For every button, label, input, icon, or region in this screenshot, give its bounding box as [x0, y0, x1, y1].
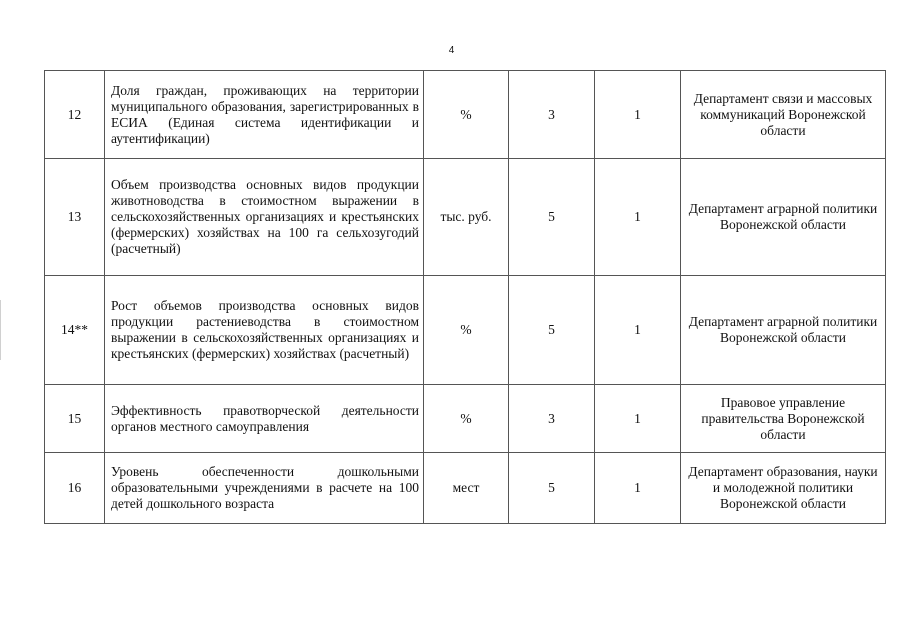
- row-number: 16: [45, 453, 105, 524]
- indicator-name: Доля граждан, проживающих на территории муниципального образования, зарегистрированных в ЕСИА (Единая система идентификации и аутентификации): [105, 71, 424, 159]
- unit: мест: [424, 453, 509, 524]
- value-a: 3: [509, 71, 595, 159]
- value-a: 5: [509, 159, 595, 276]
- scan-edge-mark: [0, 300, 1, 360]
- indicator-name: Эффективность правотворческой деятельности органов местного самоуправления: [105, 385, 424, 453]
- table-row: [45, 453, 886, 524]
- value-a: 5: [509, 276, 595, 385]
- row-number: 12: [45, 71, 105, 159]
- table-row: [45, 159, 886, 276]
- table-row: [45, 71, 886, 159]
- unit: %: [424, 71, 509, 159]
- unit: %: [424, 276, 509, 385]
- responsible-department: Департамент связи и массовых коммуникаций Воронежской области: [681, 71, 886, 159]
- row-number: 13: [45, 159, 105, 276]
- responsible-department: Правовое управление правительства Воронежской области: [681, 385, 886, 453]
- value-b: 1: [595, 159, 681, 276]
- row-number: 15: [45, 385, 105, 453]
- indicator-name: Объем производства основных видов продукции животноводства в стоимостном выражении в сельскохозяйственных организациях и крестьянских (фермерских) хозяйствах на 100 га сельхозугодий (расчетный): [105, 159, 424, 276]
- responsible-department: Департамент аграрной политики Воронежской области: [681, 276, 886, 385]
- value-b: 1: [595, 385, 681, 453]
- value-a: 3: [509, 385, 595, 453]
- indicator-name: Рост объемов производства основных видов продукции растениеводства в стоимостном выражении в сельскохозяйственных организациях и крестьянских (фермерских) хозяйствах (расчетный): [105, 276, 424, 385]
- row-number: 14**: [45, 276, 105, 385]
- unit: тыс. руб.: [424, 159, 509, 276]
- page-number: 4: [448, 45, 455, 56]
- unit: %: [424, 385, 509, 453]
- indicators-table: [44, 70, 886, 524]
- value-b: 1: [595, 71, 681, 159]
- indicator-name: Уровень обеспеченности дошкольными образовательными учреждениями в расчете на 100 детей дошкольного возраста: [105, 453, 424, 524]
- table-row: [45, 276, 886, 385]
- value-a: 5: [509, 453, 595, 524]
- responsible-department: Департамент образования, науки и молодежной политики Воронежской области: [681, 453, 886, 524]
- value-b: 1: [595, 276, 681, 385]
- value-b: 1: [595, 453, 681, 524]
- responsible-department: Департамент аграрной политики Воронежской области: [681, 159, 886, 276]
- table-row: [45, 385, 886, 453]
